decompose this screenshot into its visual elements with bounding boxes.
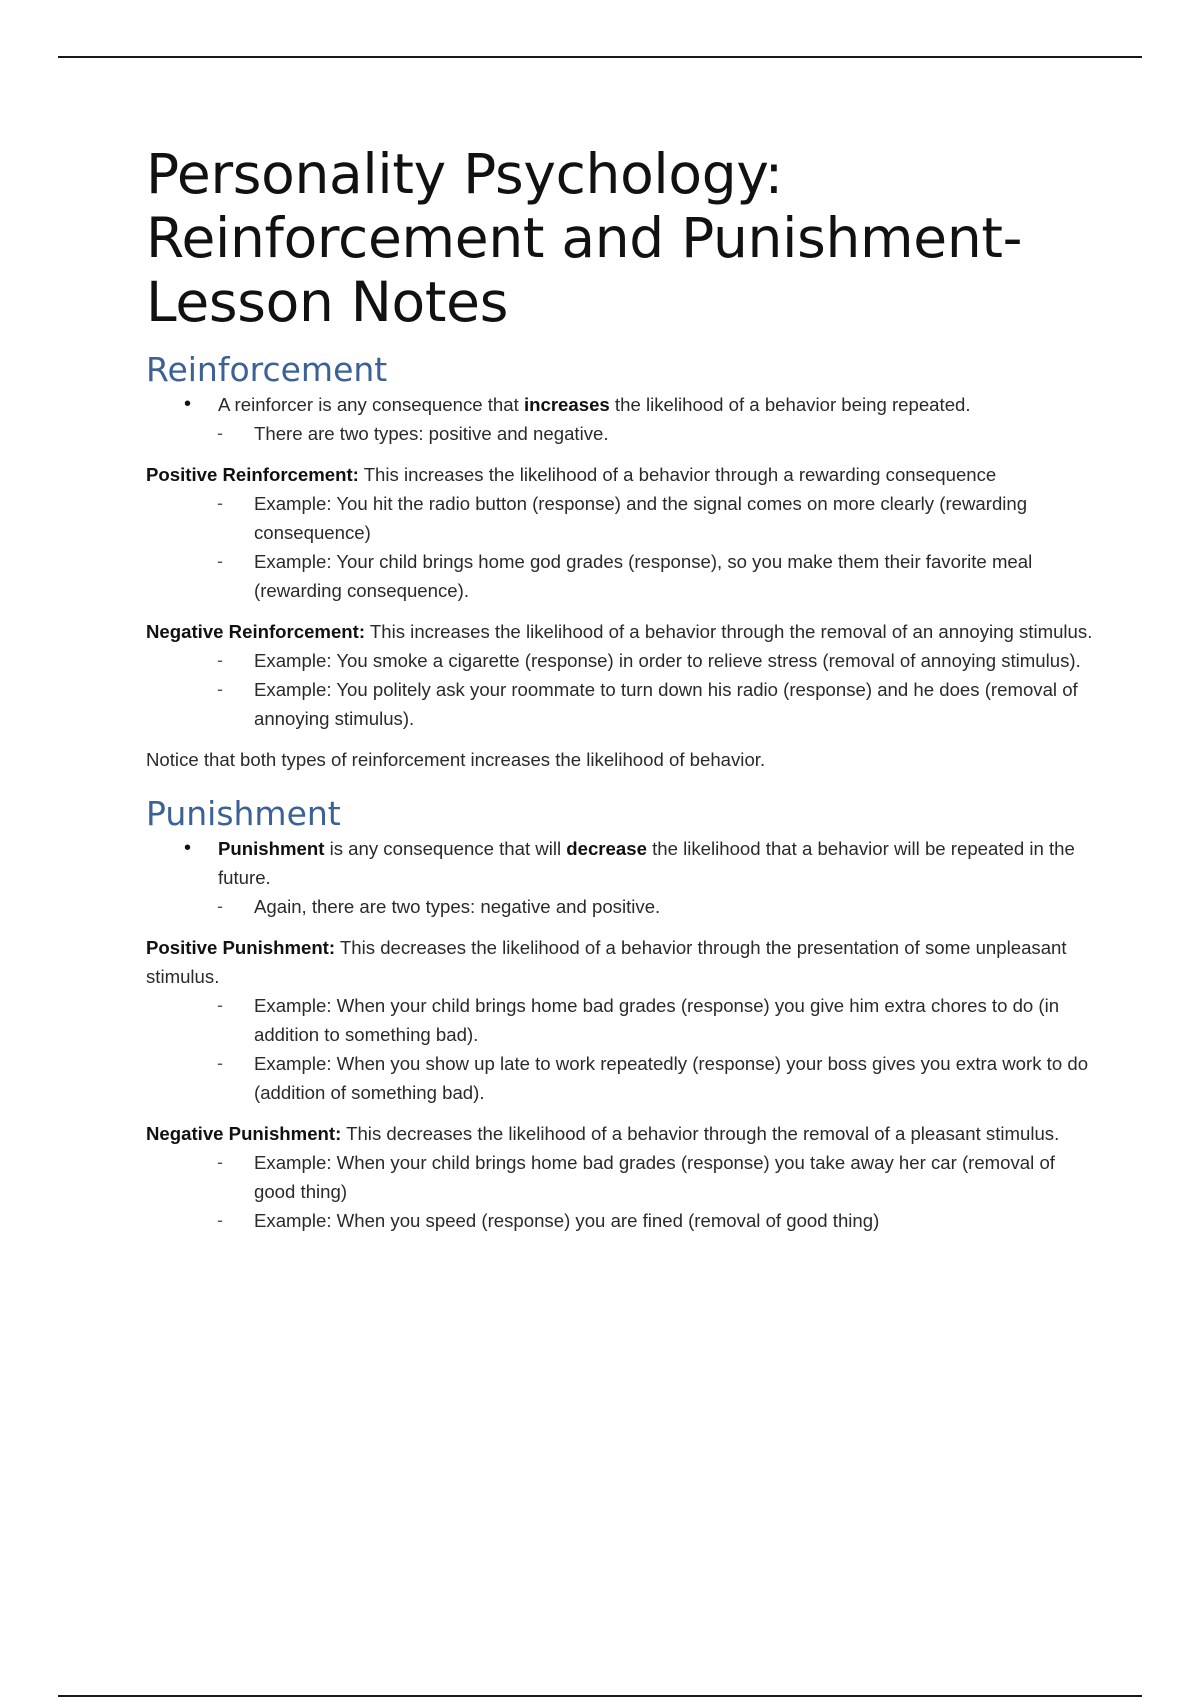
list-item: - Example: You hit the radio button (response) and the signal comes on more clearly (rewarding consequence) — [146, 489, 1096, 547]
section-heading-punishment: Punishment — [146, 794, 341, 833]
definition-label: Negative Punishment: — [146, 1123, 342, 1144]
positive-reinforcement-definition — [146, 460, 1096, 489]
definition-text: This increases the likelihood of a behavior through the removal of an annoying stimulus. — [365, 621, 1093, 642]
definition-label: Positive Reinforcement: — [146, 464, 359, 485]
footer-rule — [58, 1695, 1142, 1697]
list-item: - Example: You smoke a cigarette (response) in order to relieve stress (removal of annoying stimulus). — [146, 646, 1096, 675]
list-item: - Again, there are two types: negative and positive. — [146, 892, 1096, 921]
section-heading-reinforcement: Reinforcement — [146, 350, 388, 389]
negative-reinforcement-definition — [146, 617, 1096, 646]
list-item: - Example: When your child brings home bad grades (response) you give him extra chores to do (in addition to something bad). — [146, 991, 1096, 1049]
definition-label: Negative Reinforcement: — [146, 621, 366, 642]
positive-punishment-definition — [146, 933, 1096, 991]
list-item — [146, 390, 1096, 419]
negative-punishment-definition — [146, 1119, 1096, 1148]
bullet-text-middle: is any consequence that will — [324, 838, 567, 859]
reinforcement-bullet-list — [146, 390, 1096, 419]
definition-text: This increases the likelihood of a behavior through a rewarding consequence — [358, 464, 997, 485]
list-item: - Example: You politely ask your roommate to turn down his radio (response) and he does (removal of annoying stimulus). — [146, 675, 1096, 733]
document-body — [146, 142, 1096, 1235]
definition-text: This decreases the likelihood of a behavior through the presentation of some unpleasant stimulus. — [146, 937, 1067, 987]
definition-label: Positive Punishment: — [146, 937, 336, 958]
list-item: - Example: When your child brings home bad grades (response) you take away her car (removal of good thing) — [146, 1148, 1096, 1206]
punishment-bullet-list — [146, 834, 1096, 892]
list-item — [146, 834, 1096, 892]
bullet-text-end: the likelihood that a behavior will be repeated in the future. — [218, 838, 1075, 888]
bullet-text-end: the likelihood of a behavior being repeated. — [609, 394, 971, 415]
negative-punishment-examples — [146, 1148, 1096, 1235]
header-rule — [58, 56, 1142, 58]
bullet-bold-term: increases — [523, 394, 610, 415]
punishment-types-list — [146, 892, 1096, 921]
positive-punishment-examples — [146, 991, 1096, 1107]
list-item: - There are two types: positive and negative. — [146, 419, 1096, 448]
reinforcement-notice: Notice that both types of reinforcement increases the likelihood of behavior. — [146, 749, 766, 770]
bullet-bold-term: decrease — [566, 838, 647, 859]
bullet-text-start: A reinforcer is any consequence that — [218, 394, 524, 415]
list-item: - Example: Your child brings home god grades (response), so you make them their favorite meal (rewarding consequence). — [146, 547, 1096, 605]
negative-reinforcement-examples — [146, 646, 1096, 733]
positive-reinforcement-examples — [146, 489, 1096, 605]
definition-text: This decreases the likelihood of a behavior through the removal of a pleasant stimulus. — [341, 1123, 1060, 1144]
list-item: - Example: When you show up late to work repeatedly (response) your boss gives you extra work to do (addition of something bad). — [146, 1049, 1096, 1107]
list-item: - Example: When you speed (response) you are fined (removal of good thing) — [146, 1206, 1096, 1235]
document-title: Personality Psychology: Reinforcement and Punishment- Lesson Notes — [146, 142, 1023, 334]
bullet-bold-term: Punishment — [218, 838, 325, 859]
reinforcement-types-list — [146, 419, 1096, 448]
